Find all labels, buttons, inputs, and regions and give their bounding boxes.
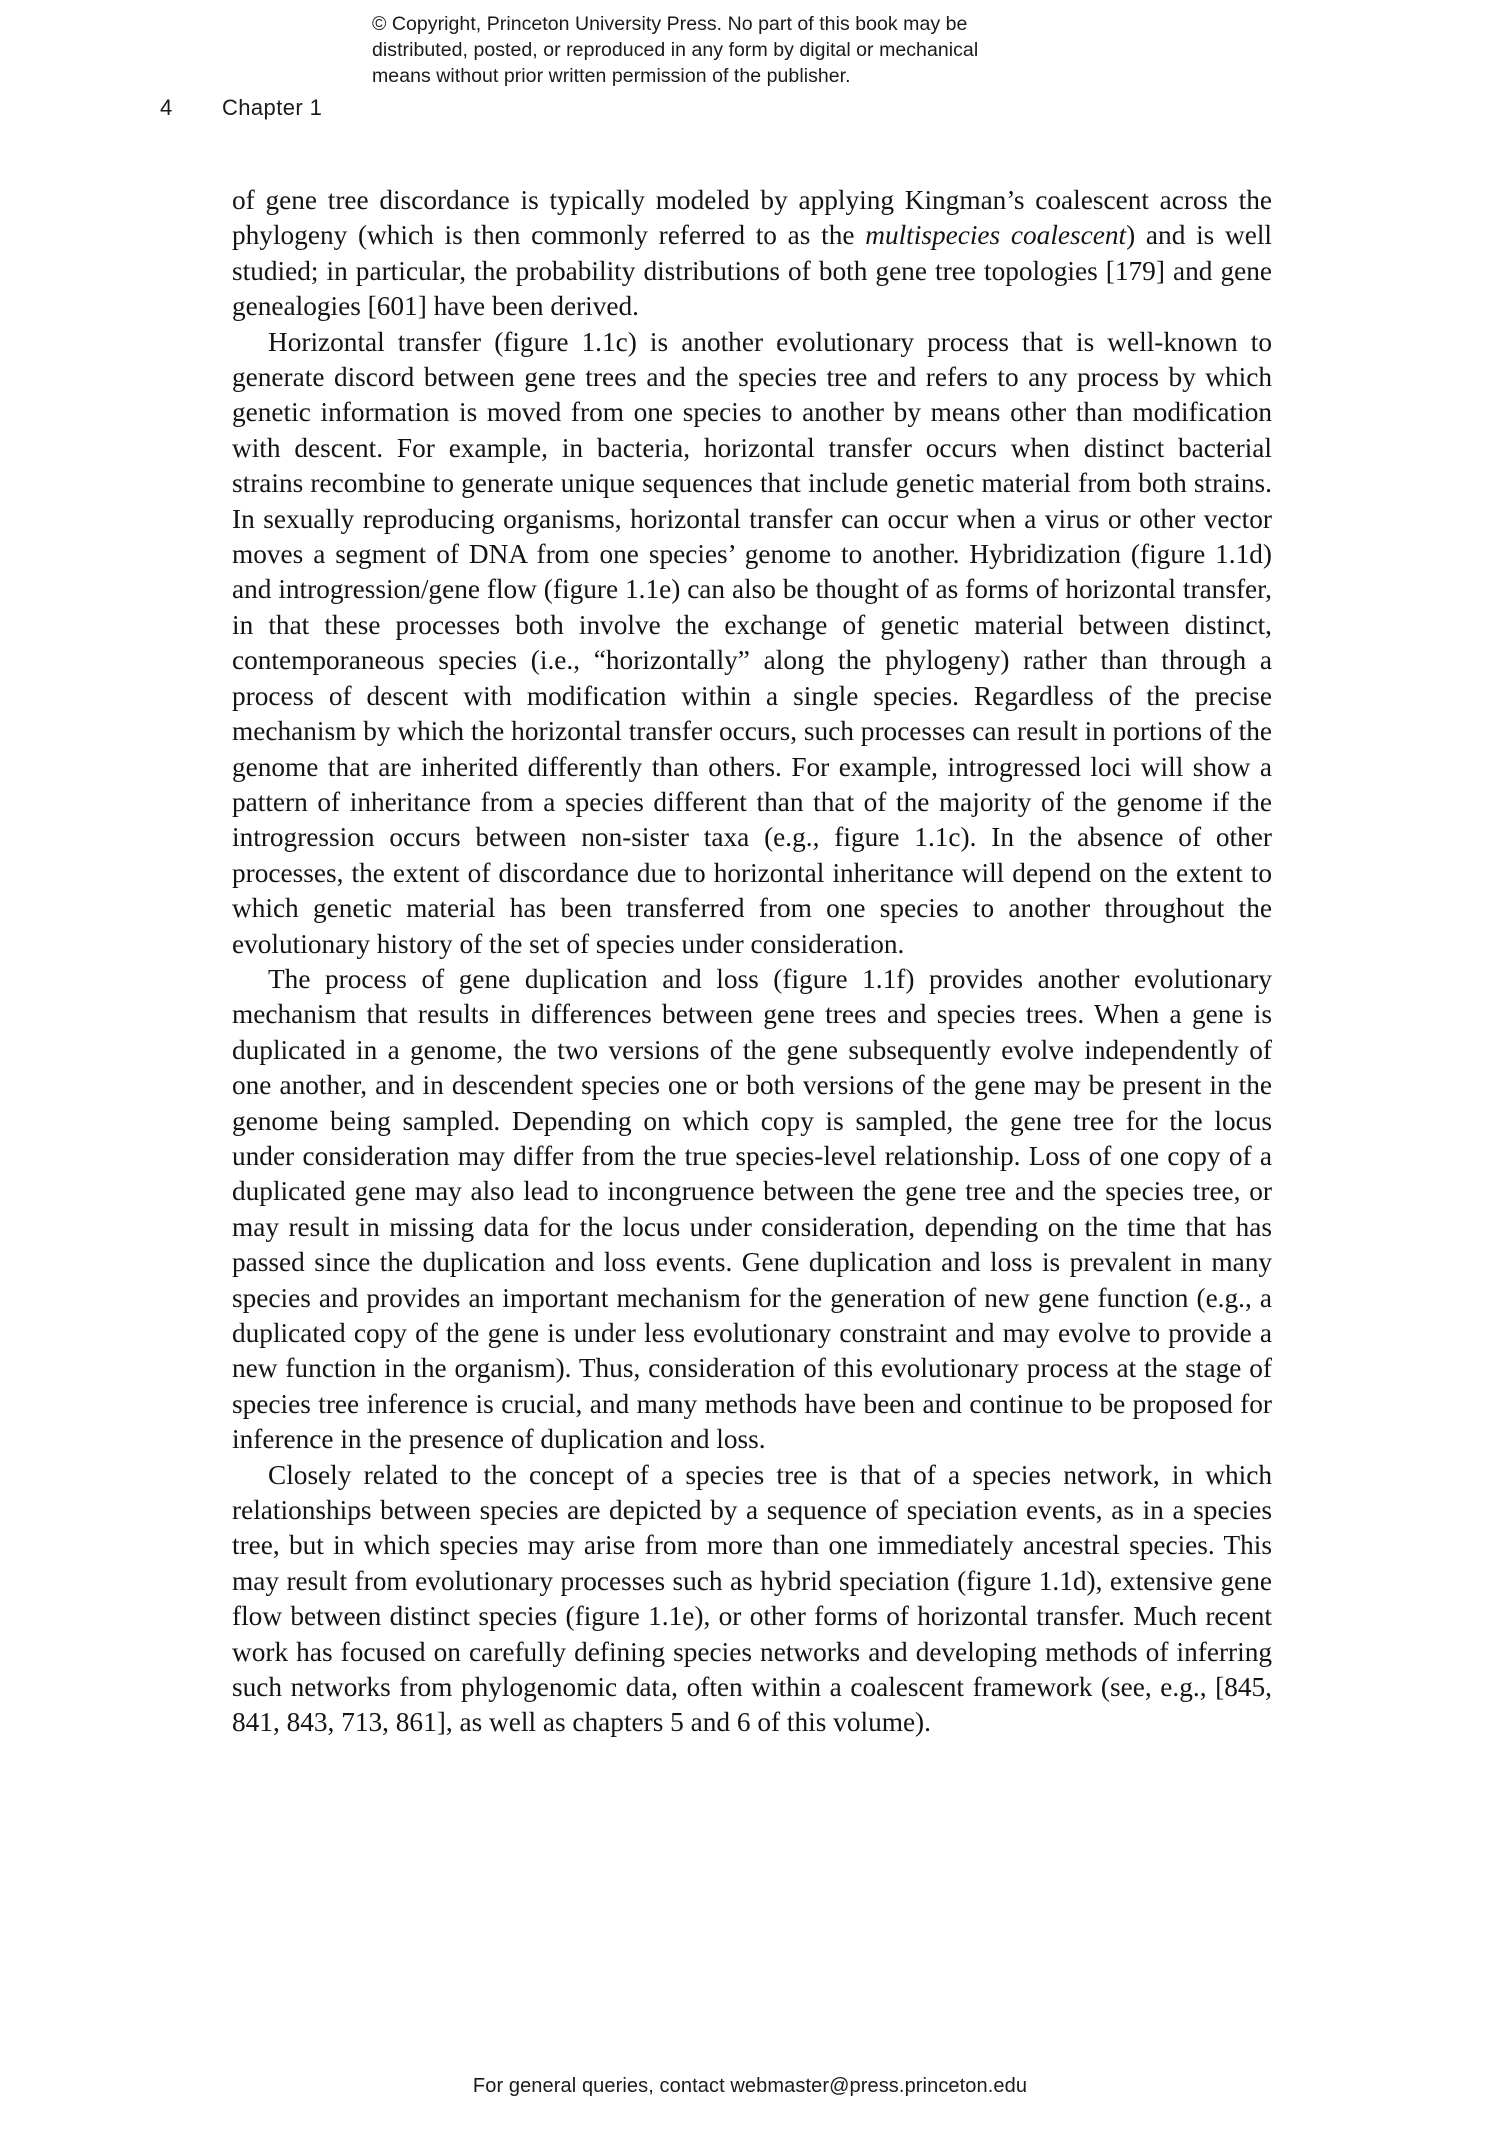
paragraph-2: Horizontal transfer (figure 1.1c) is another evolutionary process that is well-known to generate discord between gene trees and the species tree and refers to any process by which genetic information is moved from one species to another by means other than modification with descent. For example, in bacteria, horizontal transfer occurs when distinct bacterial strains recombine to generate unique sequences that include genetic material from both strains. In sexually reproducing organisms, horizontal transfer can occur when a virus or other vector moves a segment of DNA from one species’ genome to another. Hybridization (figure 1.1d) and introgression/gene flow (figure 1.1e) can also be thought of as forms of horizontal transfer, in that these processes both involve the exchange of genetic material between distinct, contemporaneous species (i.e., “horizontally” along the phylogeny) rather than through a process of descent with modification within a single species. Regardless of the precise mechanism by which the horizontal transfer occurs, such processes can result in portions of the genome that are inherited differently than others. For example, introgressed loci will show a pattern of inheritance from a species different than that of the majority of the genome if the introgression occurs between non-sister taxa (e.g., figure 1.1c). In the absence of other processes, the extent of discordance due to horizontal inheritance will depend on the extent to which genetic material has been transferred from one species to another throughout the evolutionary history of the set of species under consideration. bbox=[232, 326, 1272, 959]
copyright-notice-line-1: © Copyright, Princeton University Press. No part of this book may be bbox=[372, 13, 968, 35]
paragraph-3: The process of gene duplication and loss (figure 1.1f) provides another evolutionary mechanism that results in differences between gene trees and species trees. When a gene is duplicated in a genome, the two versions of the gene subsequently evolve independently of one another, and in descendent species one or both versions of the gene may be present in the genome being sampled. Depending on which copy is sampled, the gene tree for the locus under consideration may differ from the true species-level relationship. Loss of one copy of a duplicated gene may also lead to incongruence between the gene tree and the species tree, or may result in missing data for the locus under consideration, depending on the time that has passed since the duplication and loss events. Gene duplication and loss is prevalent in many species and provides an important mechanism for the generation of new gene function (e.g., a duplicated copy of the gene is under less evolutionary constraint and may evolve to provide a new function in the organism). Thus, consideration of this evolutionary process at the stage of species tree inference is crucial, and many methods have been and continue to be proposed for inference in the presence of duplication and loss. bbox=[232, 963, 1272, 1455]
paragraph-4: Closely related to the concept of a species tree is that of a species network, in which relationships between species are depicted by a sequence of speciation events, as in a species tree, but in which species may arise from more than one immediately ancestral species. This may result from evolutionary processes such as hybrid speciation (figure 1.1d), extensive gene flow between distinct species (figure 1.1e), or other forms of horizontal transfer. Much recent work has focused on carefully defining species networks and developing methods of inferring such networks from phylogenomic data, often within a coalescent framework (see, e.g., [845, 841, 843, 713, 861], as well as chapters 5 and 6 of this volume). bbox=[232, 1459, 1272, 1738]
copyright-notice-line-2: distributed, posted, or reproduced in any form by digital or mechanical bbox=[372, 38, 979, 61]
paragraph-1-text-part-2: ) and is well studied; in particular, the probability distributions of both gene tree topologies [179] and gene genealogies [601] have been derived. bbox=[232, 220, 1272, 322]
copyright-notice bbox=[372, 12, 1112, 90]
page-number: 4 bbox=[160, 95, 173, 120]
paragraph-1-text-part-1: of gene tree discordance is typically modeled by applying Kingman’s coalescent across the phylogeny (which is then commonly referred to as the bbox=[232, 185, 1272, 251]
running-head bbox=[160, 95, 322, 121]
multispecies-coalescent-term: multispecies coalescent bbox=[865, 220, 1127, 251]
copyright-notice-line-3: means without prior written permission of the publisher. bbox=[372, 64, 851, 87]
paragraph-1 bbox=[232, 183, 1272, 325]
chapter-label: Chapter 1 bbox=[222, 95, 323, 120]
body-text-column bbox=[232, 183, 1272, 1741]
page-footer: For general queries, contact webmaster@press.princeton.edu bbox=[472, 2075, 1028, 2097]
